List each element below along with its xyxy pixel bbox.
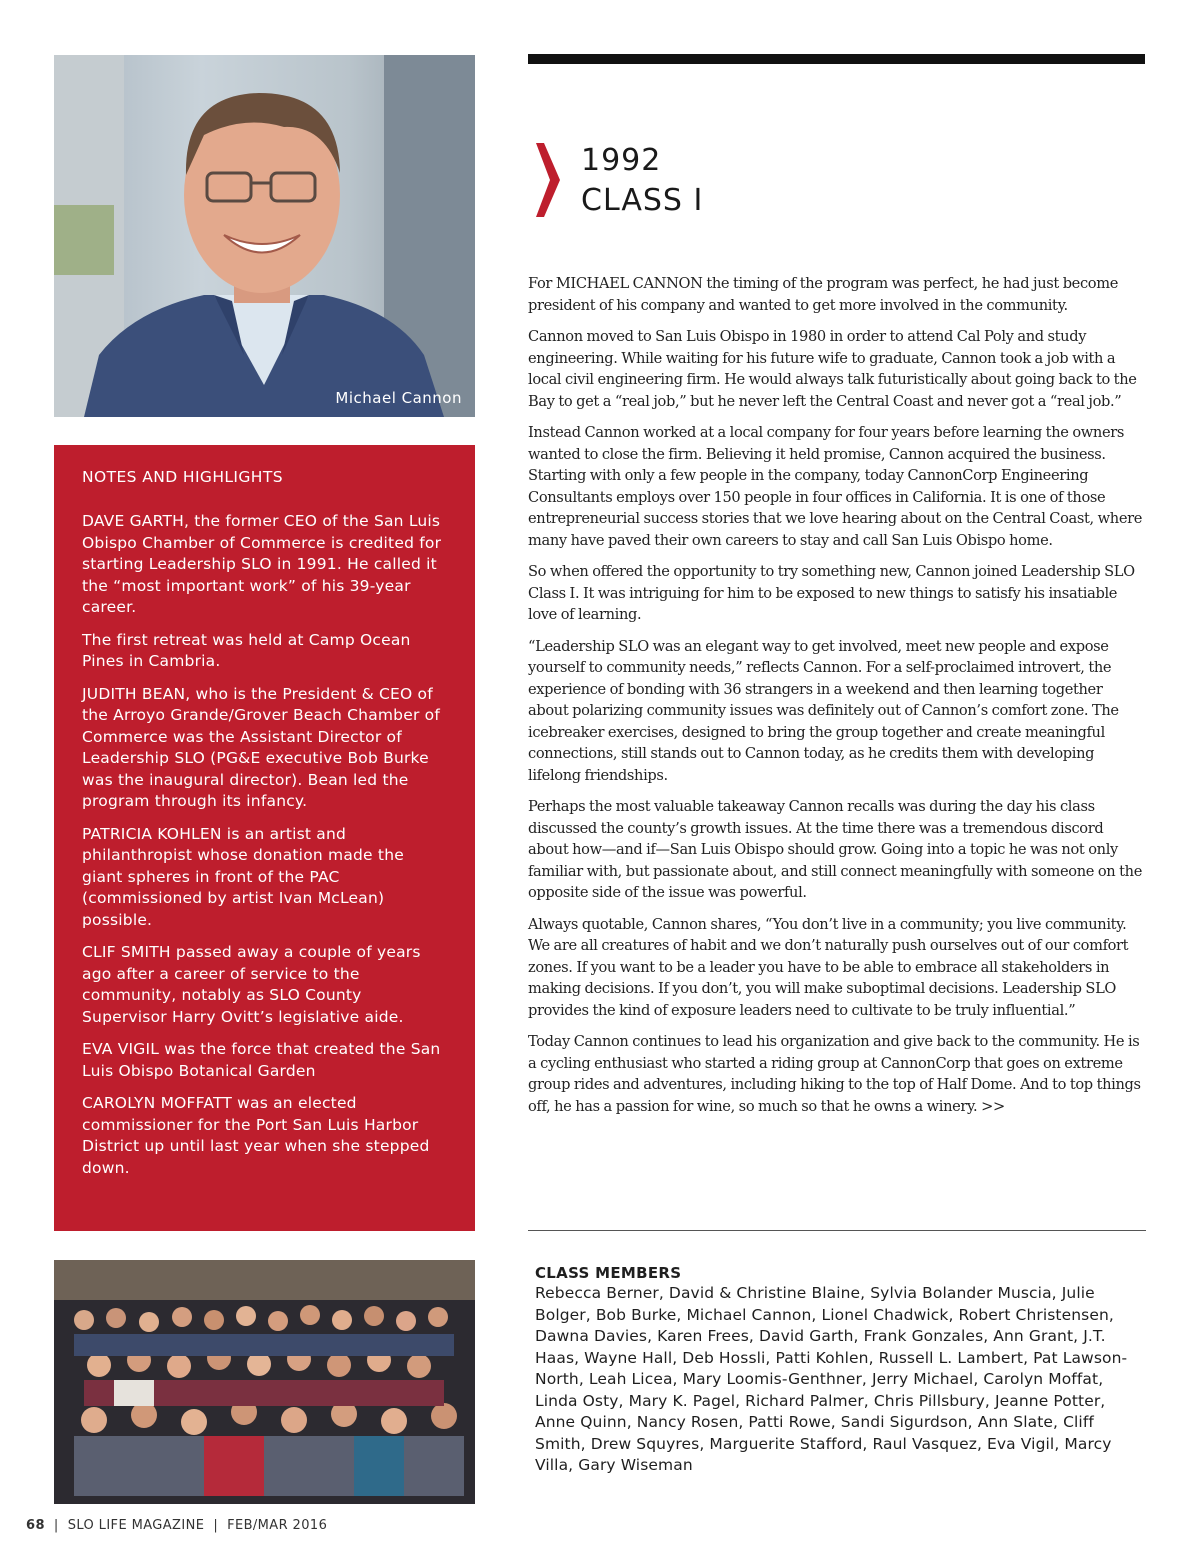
article-body [528, 273, 1145, 1127]
group-photo-illustration [54, 1260, 475, 1504]
portrait-caption: Michael Cannon [335, 389, 462, 407]
page-footer [26, 1518, 327, 1533]
article-paragraph: Instead Cannon worked at a local company for four years before learning the owners wanted to close the firm. Believing it held promise, Cannon acquired the business. Starting with only a few people in the company, today CannonCorp Engineering Consultants employs over 150 people in four offices in California. It is one of those entrepreneurial success stories that we love hearing about on the Central Coast, where many have paved their own careers to stay and call San Luis Obispo home. [528, 424, 1143, 549]
headline-year: 1992 [581, 143, 662, 178]
article-paragraph: Cannon moved to San Luis Obispo in 1980 in order to attend Cal Poly and study engineering. While waiting for his future wife to graduate, Cannon took a job with a local civil engineering firm. He would always talk futuristically about going back to the Bay to get a “real job,” but he never left the Central Coast and never got a “real job.” [528, 328, 1137, 410]
class-members-list: Rebecca Berner, David & Christine Blaine, Sylvia Bolander Muscia, Julie Bolger, Bob Burke, Michael Cannon, Lionel Chadwick, Robert Christensen, Dawna Davies, Karen Frees, David Garth, Frank Gonzales, Ann Grant, J.T. Haas, Wayne Hall, Deb Hossli, Patti Kohlen, Russell L. Lambert, Pat Lawson-North, Leah Licea, Mary Loomis-Genthner, Jerry Michael, Carolyn Moffat, Linda Osty, Mary K. Pagel, Richard Palmer, Chris Pillsbury, Jeanne Potter, Anne Quinn, Nancy Rosen, Patti Rowe, Sandi Sigurdson, Ann Slate, Cliff Smith, Drew Squyres, Marguerite Stafford, Raul Vasquez, Eva Vigil, Marcy Villa, Gary Wiseman [535, 1284, 1128, 1474]
notes-paragraph: The first retreat was held at Camp Ocean Pines in Cambria. [82, 630, 411, 670]
headline-class: CLASS I [581, 183, 704, 218]
notes-sidebar [54, 445, 475, 1231]
portrait-illustration [54, 55, 475, 417]
portrait-photo [54, 55, 475, 417]
headline [581, 141, 703, 221]
footer-separator: | [213, 1518, 219, 1533]
article-paragraph: For MICHAEL CANNON the timing of the program was perfect, he had just become president of his company and wanted to get more involved in the community. [528, 275, 1119, 314]
notes-paragraph: PATRICIA KOHLEN is an artist and philanthropist whose donation made the giant spheres in front of the PAC (commissioned by artist Ivan McLean) possible. [82, 824, 404, 929]
section-divider [528, 1230, 1146, 1231]
notes-paragraph: CAROLYN MOFFATT was an elected commissioner for the Port San Luis Harbor District up until last year when she stepped down. [82, 1094, 430, 1177]
page-number: 68 [26, 1518, 45, 1533]
issue-date: FEB/MAR 2016 [227, 1518, 328, 1533]
article-paragraph: Always quotable, Cannon shares, “You don’t live in a community; you live community. We are all creatures of habit and we don’t naturally push ourselves out of our comfort zones. If you want to be a leader you have to be able to embrace all stakeholders in making decisions. If you don’t, you will make suboptimal decisions. Leadership SLO provides the kind of exposure leaders need to cultivate to be truly influential.” [528, 915, 1129, 1019]
class-members-heading: CLASS MEMBERS [535, 1264, 682, 1282]
notes-heading: NOTES AND HIGHLIGHTS [82, 468, 283, 486]
notes-paragraph: CLIF SMITH passed away a couple of years ago after a career of service to the community, notably as SLO County Supervisor Harry Ovitt’s legislative aide. [82, 943, 421, 1026]
notes-paragraph: EVA VIGIL was the force that created the San Luis Obispo Botanical Garden [82, 1040, 441, 1080]
group-photo [54, 1260, 475, 1504]
notes-paragraph: JUDITH BEAN, who is the President & CEO of the Arroyo Grande/Grover Beach Chamber of Commerce was the Assistant Director of Leadership SLO (PG&E executive Bob Burke was the inaugural director). Bean led the program through its infancy. [82, 684, 441, 810]
article-paragraph: Perhaps the most valuable takeaway Cannon recalls was during the day his class discussed the county’s growth issues. At the time there was a tremendous discord about how—and if—San Luis Obispo should grow. Going into a topic he was not only familiar with, but passionate about, and still connect meaningfully with someone on the opposite side of the issue was powerful. [528, 798, 1142, 901]
article-paragraph: Today Cannon continues to lead his organization and give back to the community. He is a cycling enthusiast who started a riding group at CannonCorp that goes on extreme group rides and adventures, including hiking to the top of Half Dome. And to top things off, he has a passion for wine, so much so that he owns a winery. >> [528, 1033, 1141, 1115]
top-rule [528, 54, 1145, 64]
notes-paragraph: DAVE GARTH, the former CEO of the San Luis Obispo Chamber of Commerce is credited for starting Leadership SLO in 1991. He called it the “most important work” of his 39-year career. [82, 512, 442, 616]
footer-separator: | [53, 1518, 59, 1533]
class-members [535, 1263, 1145, 1477]
article-paragraph: So when offered the opportunity to try something new, Cannon joined Leadership SLO Class I. It was intriguing for him to be exposed to new things to satisfy his insatiable love of learning. [528, 563, 1135, 623]
magazine-name: SLO LIFE MAGAZINE [67, 1518, 205, 1533]
chevron-right-icon [536, 143, 560, 217]
article-paragraph: “Leadership SLO was an elegant way to get involved, meet new people and expose yourself to community needs,” reflects Cannon. For a self-proclaimed introvert, the experience of bonding with 36 strangers in a weekend and then learning together about polarizing community issues was definitely out of Cannon’s comfort zone. The icebreaker exercises, designed to bring the group together and create meaningful connections, still stands out to Cannon today, as he credits them with developing lifelong friendships. [528, 637, 1119, 784]
